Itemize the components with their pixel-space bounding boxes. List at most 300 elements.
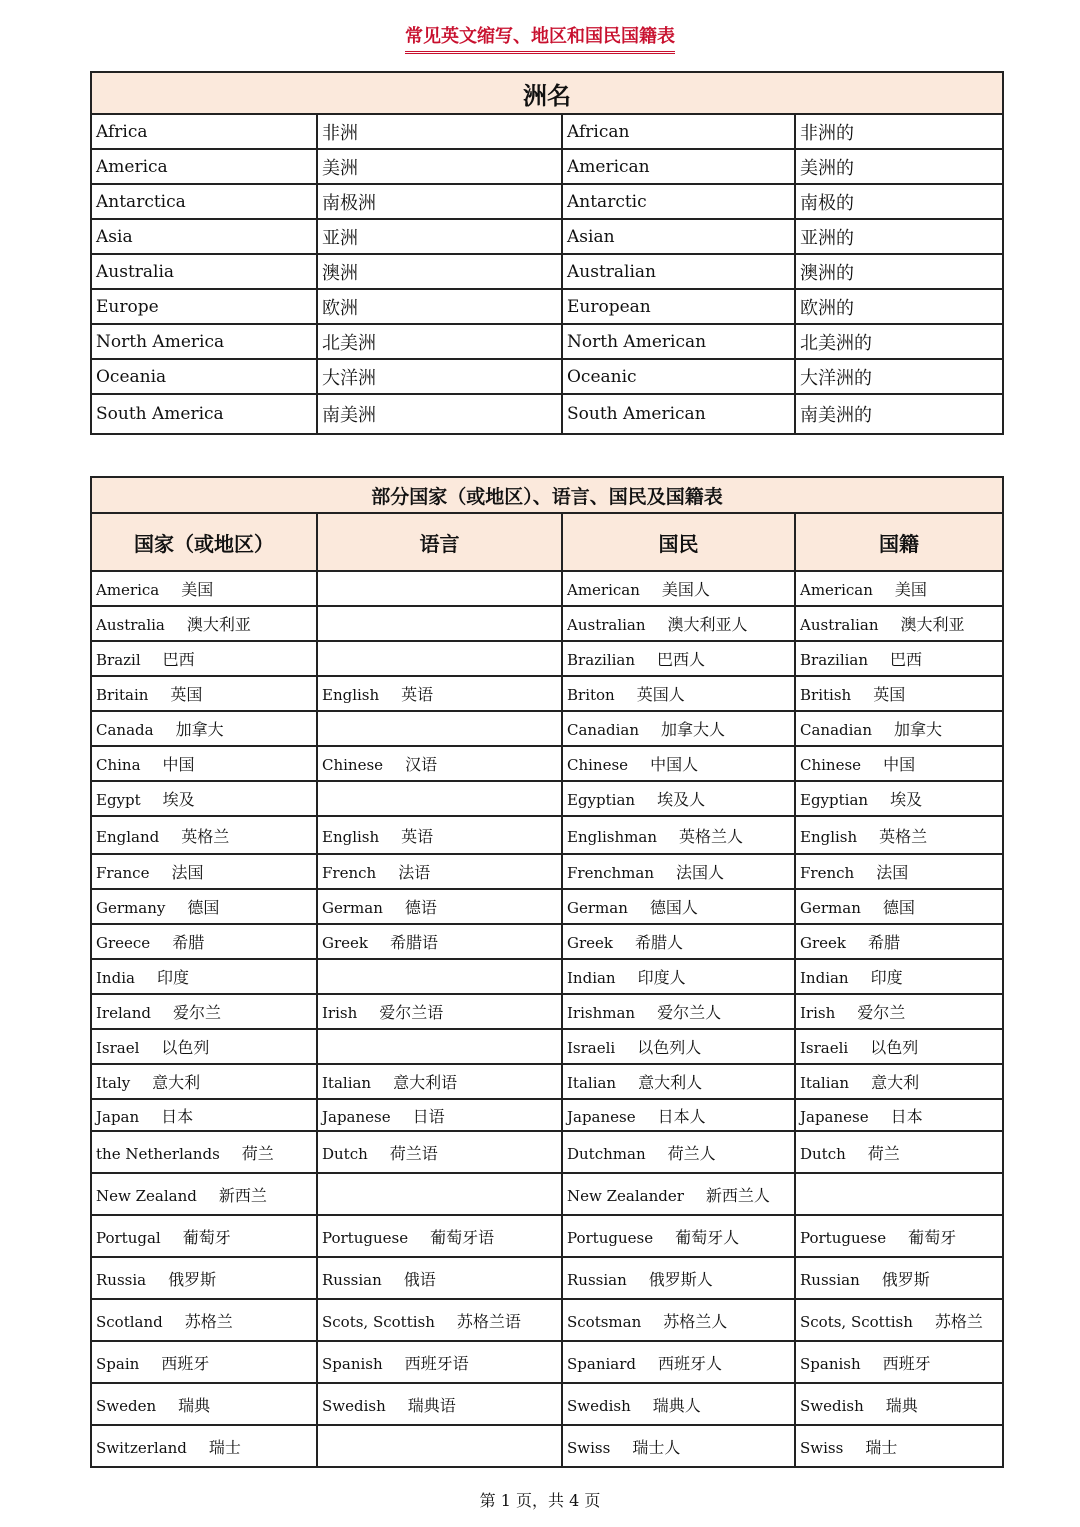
country-cell	[91, 676, 317, 711]
country-cell	[91, 959, 317, 994]
table-row	[91, 1131, 1003, 1173]
cell-english: Irish	[800, 1004, 836, 1022]
cell-chinese: 葡萄牙语	[430, 1227, 495, 1247]
table-row	[91, 994, 1003, 1029]
nationality-cell	[795, 1215, 1003, 1257]
cell-english: Germany	[96, 899, 166, 917]
country-cell	[91, 571, 317, 606]
language-cell	[317, 1257, 562, 1299]
nationality-cell	[795, 1257, 1003, 1299]
cell-english: Italian	[800, 1074, 850, 1092]
cell-english: German	[567, 899, 628, 917]
continent-adj-zh: 南极的	[795, 184, 1003, 219]
cell-english: Egyptian	[567, 791, 636, 809]
cell-english: Japanese	[322, 1107, 391, 1126]
cell-english: Egypt	[96, 791, 141, 809]
nationality-cell	[795, 1099, 1003, 1131]
cell-english: Swiss	[800, 1438, 844, 1457]
table-row	[91, 1173, 1003, 1215]
national-cell	[562, 676, 795, 711]
cell-chinese: 爱尔兰	[857, 1003, 906, 1022]
cell-chinese: 苏格兰	[184, 1311, 233, 1331]
national-cell	[562, 1029, 795, 1064]
cell-chinese: 葡萄牙	[182, 1227, 231, 1247]
table-row	[91, 781, 1003, 816]
cell-english: American	[800, 581, 873, 599]
language-cell	[317, 676, 562, 711]
continent-adj-zh: 大洋洲的	[795, 359, 1003, 394]
cell-english: French	[800, 864, 855, 882]
table-row	[91, 1257, 1003, 1299]
cell-english: Dutchman	[567, 1144, 646, 1163]
country-cell	[91, 781, 317, 816]
national-cell	[562, 816, 795, 854]
cell-chinese: 美国人	[661, 580, 710, 599]
nationality-cell	[795, 571, 1003, 606]
cell-chinese: 新西兰人	[705, 1185, 770, 1205]
language-cell	[317, 959, 562, 994]
nationality-cell	[795, 1173, 1003, 1215]
cell-english: Sweden	[96, 1396, 157, 1415]
cell-english: Brazilian	[800, 651, 869, 669]
continent-name-zh: 澳洲	[317, 254, 562, 289]
cell-chinese: 葡萄牙	[908, 1227, 957, 1247]
cell-chinese: 英国	[873, 685, 906, 704]
cell-english: Canadian	[800, 721, 873, 739]
nationality-cell	[795, 1425, 1003, 1467]
cell-english: Canadian	[567, 721, 640, 739]
cell-chinese: 荷兰语	[389, 1143, 438, 1163]
continent-adj-en: Australian	[562, 254, 795, 289]
country-cell	[91, 1215, 317, 1257]
national-cell	[562, 1257, 795, 1299]
cell-chinese: 西班牙语	[404, 1353, 469, 1373]
cell-chinese: 英格兰	[879, 826, 928, 846]
cell-english: Chinese	[567, 756, 629, 774]
continent-name-en: Antarctica	[91, 184, 317, 219]
cell-chinese: 英格兰人	[679, 826, 744, 846]
country-cell	[91, 1257, 317, 1299]
table-row	[91, 854, 1003, 889]
table-row	[91, 746, 1003, 781]
language-cell	[317, 746, 562, 781]
cell-chinese: 法国	[876, 863, 909, 882]
table-row	[91, 1425, 1003, 1467]
cell-chinese: 巴西	[162, 650, 195, 669]
cell-english: French	[322, 864, 377, 882]
cell-english: Indian	[800, 969, 849, 987]
cell-chinese: 印度	[870, 968, 903, 987]
table-row	[91, 816, 1003, 854]
continent-adj-en: American	[562, 149, 795, 184]
table-row	[91, 1383, 1003, 1425]
cell-english: Portugal	[96, 1228, 161, 1247]
cell-chinese: 西班牙人	[658, 1353, 723, 1373]
cell-chinese: 俄语	[403, 1269, 436, 1289]
country-cell	[91, 816, 317, 854]
cell-english: Australian	[567, 616, 646, 634]
national-cell	[562, 1341, 795, 1383]
table-row	[91, 219, 1003, 254]
cell-english: English	[800, 827, 858, 846]
cell-chinese: 俄罗斯	[168, 1269, 217, 1289]
continent-name-en: America	[91, 149, 317, 184]
cell-english: Spain	[96, 1354, 140, 1373]
language-cell	[317, 1215, 562, 1257]
cell-english: Egyptian	[800, 791, 869, 809]
cell-chinese: 埃及	[162, 790, 195, 809]
cell-chinese: 意大利语	[393, 1073, 458, 1092]
nationality-cell	[795, 1064, 1003, 1099]
cell-english: Briton	[567, 686, 615, 704]
country-cell	[91, 746, 317, 781]
cell-english: China	[96, 756, 141, 774]
nationality-cell	[795, 1131, 1003, 1173]
cell-chinese: 瑞士人	[632, 1437, 681, 1457]
cell-english: Ireland	[96, 1004, 151, 1022]
cell-chinese: 苏格兰	[934, 1311, 983, 1331]
continents-table	[90, 71, 1004, 435]
cell-english: Italian	[322, 1074, 372, 1092]
cell-english: Swedish	[567, 1396, 631, 1415]
cell-chinese: 葡萄牙人	[675, 1227, 740, 1247]
cell-english: Japan	[96, 1107, 140, 1126]
language-cell	[317, 606, 562, 641]
countries-table-body	[91, 571, 1003, 1467]
page-title-text: 常见英文缩写、地区和国民国籍表	[405, 22, 675, 54]
cell-chinese: 希腊	[172, 933, 205, 952]
cell-english: Portuguese	[567, 1228, 654, 1247]
cell-english: Frenchman	[567, 864, 655, 882]
cell-chinese: 加拿大人	[661, 720, 726, 739]
continent-name-zh: 大洋洲	[317, 359, 562, 394]
language-cell	[317, 854, 562, 889]
language-cell	[317, 1425, 562, 1467]
table-row	[91, 606, 1003, 641]
table-row	[91, 254, 1003, 289]
cell-english: Australian	[800, 616, 879, 634]
country-cell	[91, 1173, 317, 1215]
cell-english: New Zealander	[567, 1186, 684, 1205]
cell-chinese: 日本	[890, 1106, 923, 1126]
table-row	[91, 1099, 1003, 1131]
cell-chinese: 美国	[894, 580, 927, 599]
table-row	[91, 1341, 1003, 1383]
table-row	[91, 571, 1003, 606]
country-cell	[91, 641, 317, 676]
cell-chinese: 意大利	[871, 1073, 920, 1092]
country-cell	[91, 924, 317, 959]
table-row	[91, 184, 1003, 219]
cell-english: English	[322, 827, 380, 846]
cell-english: Greek	[567, 934, 613, 952]
country-cell	[91, 854, 317, 889]
continent-adj-en: African	[562, 114, 795, 149]
cell-chinese: 法语	[398, 863, 431, 882]
cell-chinese: 瑞典人	[652, 1395, 701, 1415]
national-cell	[562, 711, 795, 746]
cell-english: Japanese	[567, 1107, 636, 1126]
national-cell	[562, 746, 795, 781]
cell-chinese: 瑞士	[208, 1437, 241, 1457]
continent-adj-zh: 澳洲的	[795, 254, 1003, 289]
cell-english: Russia	[96, 1270, 147, 1289]
cell-chinese: 瑞士	[865, 1437, 898, 1457]
nationality-cell	[795, 641, 1003, 676]
nationality-cell	[795, 889, 1003, 924]
cell-chinese: 荷兰人	[667, 1143, 716, 1163]
cell-chinese: 瑞典	[885, 1395, 918, 1415]
national-cell	[562, 1215, 795, 1257]
country-cell	[91, 1029, 317, 1064]
cell-chinese: 澳大利亚	[900, 615, 965, 634]
cell-chinese: 新西兰	[218, 1185, 267, 1205]
table-row	[91, 641, 1003, 676]
cell-english: American	[567, 581, 640, 599]
continent-adj-en: Asian	[562, 219, 795, 254]
cell-chinese: 日本	[161, 1106, 194, 1126]
cell-chinese: 西班牙	[882, 1353, 931, 1373]
cell-english: Australia	[96, 616, 165, 634]
cell-chinese: 加拿大	[175, 720, 224, 739]
table-row	[91, 1029, 1003, 1064]
cell-english: India	[96, 969, 135, 987]
cell-english: Indian	[567, 969, 616, 987]
continent-name-en: North America	[91, 324, 317, 359]
national-cell	[562, 924, 795, 959]
cell-english: British	[800, 686, 852, 704]
country-cell	[91, 889, 317, 924]
cell-chinese: 法国人	[676, 863, 725, 882]
table-row	[91, 1064, 1003, 1099]
country-cell	[91, 994, 317, 1029]
cell-english: Scotland	[96, 1312, 163, 1331]
cell-chinese: 俄罗斯人	[648, 1269, 713, 1289]
table-row	[91, 359, 1003, 394]
cell-english: the Netherlands	[96, 1144, 220, 1163]
nationality-cell	[795, 711, 1003, 746]
nationality-cell	[795, 1383, 1003, 1425]
cell-english: England	[96, 827, 160, 846]
continent-name-zh: 南极洲	[317, 184, 562, 219]
cell-chinese: 印度人	[637, 968, 686, 987]
language-cell	[317, 1383, 562, 1425]
continent-name-en: Europe	[91, 289, 317, 324]
continent-name-zh: 非洲	[317, 114, 562, 149]
national-cell	[562, 781, 795, 816]
cell-chinese: 德国	[882, 898, 915, 917]
continent-adj-zh: 欧洲的	[795, 289, 1003, 324]
continent-name-zh: 欧洲	[317, 289, 562, 324]
continent-adj-en: Antarctic	[562, 184, 795, 219]
cell-english: Italian	[567, 1074, 617, 1092]
national-cell	[562, 1173, 795, 1215]
national-cell	[562, 571, 795, 606]
country-cell	[91, 711, 317, 746]
cell-chinese: 澳大利亚	[186, 615, 251, 634]
national-cell	[562, 889, 795, 924]
nationality-cell	[795, 746, 1003, 781]
cell-chinese: 日本人	[657, 1106, 706, 1126]
cell-english: France	[96, 864, 150, 882]
cell-chinese: 英语	[401, 826, 434, 846]
national-cell	[562, 641, 795, 676]
cell-chinese: 埃及	[890, 790, 923, 809]
nationality-cell	[795, 816, 1003, 854]
cell-english: Swedish	[322, 1396, 386, 1415]
continent-name-en: Oceania	[91, 359, 317, 394]
language-cell	[317, 889, 562, 924]
cell-english: Dutch	[800, 1144, 846, 1163]
continent-name-en: Australia	[91, 254, 317, 289]
cell-chinese: 希腊语	[390, 933, 439, 952]
language-cell	[317, 1029, 562, 1064]
nationality-cell	[795, 854, 1003, 889]
cell-chinese: 澳大利亚人	[667, 615, 748, 634]
cell-english: Scotsman	[567, 1312, 642, 1331]
language-cell	[317, 1131, 562, 1173]
country-cell	[91, 1131, 317, 1173]
cell-chinese: 德语	[404, 898, 437, 917]
cell-chinese: 中国	[883, 755, 916, 774]
country-cell	[91, 606, 317, 641]
column-header-national: 国民	[562, 513, 795, 571]
cell-english: Englishman	[567, 827, 657, 846]
language-cell	[317, 571, 562, 606]
national-cell	[562, 1131, 795, 1173]
countries-table-header: 部分国家（或地区）、语言、国民及国籍表	[91, 477, 1003, 513]
cell-chinese: 埃及人	[657, 790, 706, 809]
national-cell	[562, 606, 795, 641]
national-cell	[562, 1099, 795, 1131]
cell-english: Scots, Scottish	[322, 1312, 435, 1331]
table-row	[91, 394, 1003, 434]
table-row	[91, 711, 1003, 746]
cell-english: Swiss	[567, 1438, 611, 1457]
nationality-cell	[795, 959, 1003, 994]
language-cell	[317, 1341, 562, 1383]
table-row	[91, 1299, 1003, 1341]
cell-english: New Zealand	[96, 1186, 197, 1205]
continents-table-header: 洲名	[91, 72, 1003, 114]
nationality-cell	[795, 994, 1003, 1029]
table-row	[91, 324, 1003, 359]
continent-adj-zh: 北美洲的	[795, 324, 1003, 359]
national-cell	[562, 1383, 795, 1425]
nationality-cell	[795, 924, 1003, 959]
cell-english: Israeli	[567, 1039, 616, 1057]
cell-chinese: 英语	[401, 685, 434, 704]
continent-adj-zh: 南美洲的	[795, 394, 1003, 434]
cell-chinese: 巴西人	[657, 650, 706, 669]
cell-chinese: 中国人	[650, 755, 699, 774]
cell-chinese: 瑞典	[178, 1395, 211, 1415]
cell-english: Irishman	[567, 1004, 636, 1022]
cell-chinese: 中国	[162, 755, 195, 774]
cell-english: Switzerland	[96, 1438, 187, 1457]
cell-english: Canada	[96, 721, 154, 739]
national-cell	[562, 1299, 795, 1341]
cell-chinese: 以色列	[870, 1038, 919, 1057]
cell-chinese: 苏格兰人	[663, 1311, 728, 1331]
cell-chinese: 英国人	[636, 685, 685, 704]
country-cell	[91, 1383, 317, 1425]
country-cell	[91, 1064, 317, 1099]
cell-chinese: 西班牙	[161, 1353, 210, 1373]
language-cell	[317, 1064, 562, 1099]
cell-chinese: 瑞典语	[407, 1395, 456, 1415]
table-row	[91, 924, 1003, 959]
cell-chinese: 加拿大	[894, 720, 943, 739]
cell-english: Portuguese	[800, 1228, 887, 1247]
nationality-cell	[795, 1299, 1003, 1341]
continent-adj-en: Oceanic	[562, 359, 795, 394]
cell-english: Japanese	[800, 1107, 869, 1126]
cell-chinese: 意大利人	[638, 1073, 703, 1092]
cell-english: Greek	[800, 934, 846, 952]
cell-english: Britain	[96, 686, 149, 704]
cell-english: Chinese	[322, 756, 384, 774]
national-cell	[562, 1425, 795, 1467]
cell-chinese: 以色列	[161, 1038, 210, 1057]
language-cell	[317, 994, 562, 1029]
cell-english: Italy	[96, 1074, 131, 1092]
continent-name-zh: 北美洲	[317, 324, 562, 359]
language-cell	[317, 1099, 562, 1131]
cell-english: Brazilian	[567, 651, 636, 669]
continent-adj-zh: 非洲的	[795, 114, 1003, 149]
cell-english: Scots, Scottish	[800, 1312, 913, 1331]
country-cell	[91, 1425, 317, 1467]
continent-name-zh: 美洲	[317, 149, 562, 184]
table-row	[91, 959, 1003, 994]
continent-adj-en: European	[562, 289, 795, 324]
nationality-cell	[795, 606, 1003, 641]
cell-chinese: 德国	[187, 898, 220, 917]
continent-adj-zh: 亚洲的	[795, 219, 1003, 254]
table-row	[91, 289, 1003, 324]
continent-adj-zh: 美洲的	[795, 149, 1003, 184]
cell-english: Greece	[96, 934, 151, 952]
cell-english: Greek	[322, 934, 368, 952]
cell-english: Israel	[96, 1039, 140, 1057]
continent-name-zh: 南美洲	[317, 394, 562, 434]
column-header-language: 语言	[317, 513, 562, 571]
continent-adj-en: North American	[562, 324, 795, 359]
national-cell	[562, 854, 795, 889]
cell-chinese: 巴西	[890, 650, 923, 669]
cell-english: Chinese	[800, 756, 862, 774]
cell-english: Russian	[567, 1270, 627, 1289]
language-cell	[317, 924, 562, 959]
cell-english: Israeli	[800, 1039, 849, 1057]
continent-adj-en: South American	[562, 394, 795, 434]
table-row	[91, 676, 1003, 711]
column-header-nationality: 国籍	[795, 513, 1003, 571]
cell-chinese: 爱尔兰	[172, 1003, 221, 1022]
cell-english: Russian	[322, 1270, 382, 1289]
cell-chinese: 意大利	[152, 1073, 201, 1092]
cell-english: America	[96, 581, 160, 599]
cell-chinese: 德国人	[649, 898, 698, 917]
cell-chinese: 英国	[170, 685, 203, 704]
language-cell	[317, 1173, 562, 1215]
cell-chinese: 以色列人	[637, 1038, 702, 1057]
national-cell	[562, 1064, 795, 1099]
language-cell	[317, 816, 562, 854]
cell-chinese: 希腊人	[635, 933, 684, 952]
cell-chinese: 日语	[412, 1106, 445, 1126]
